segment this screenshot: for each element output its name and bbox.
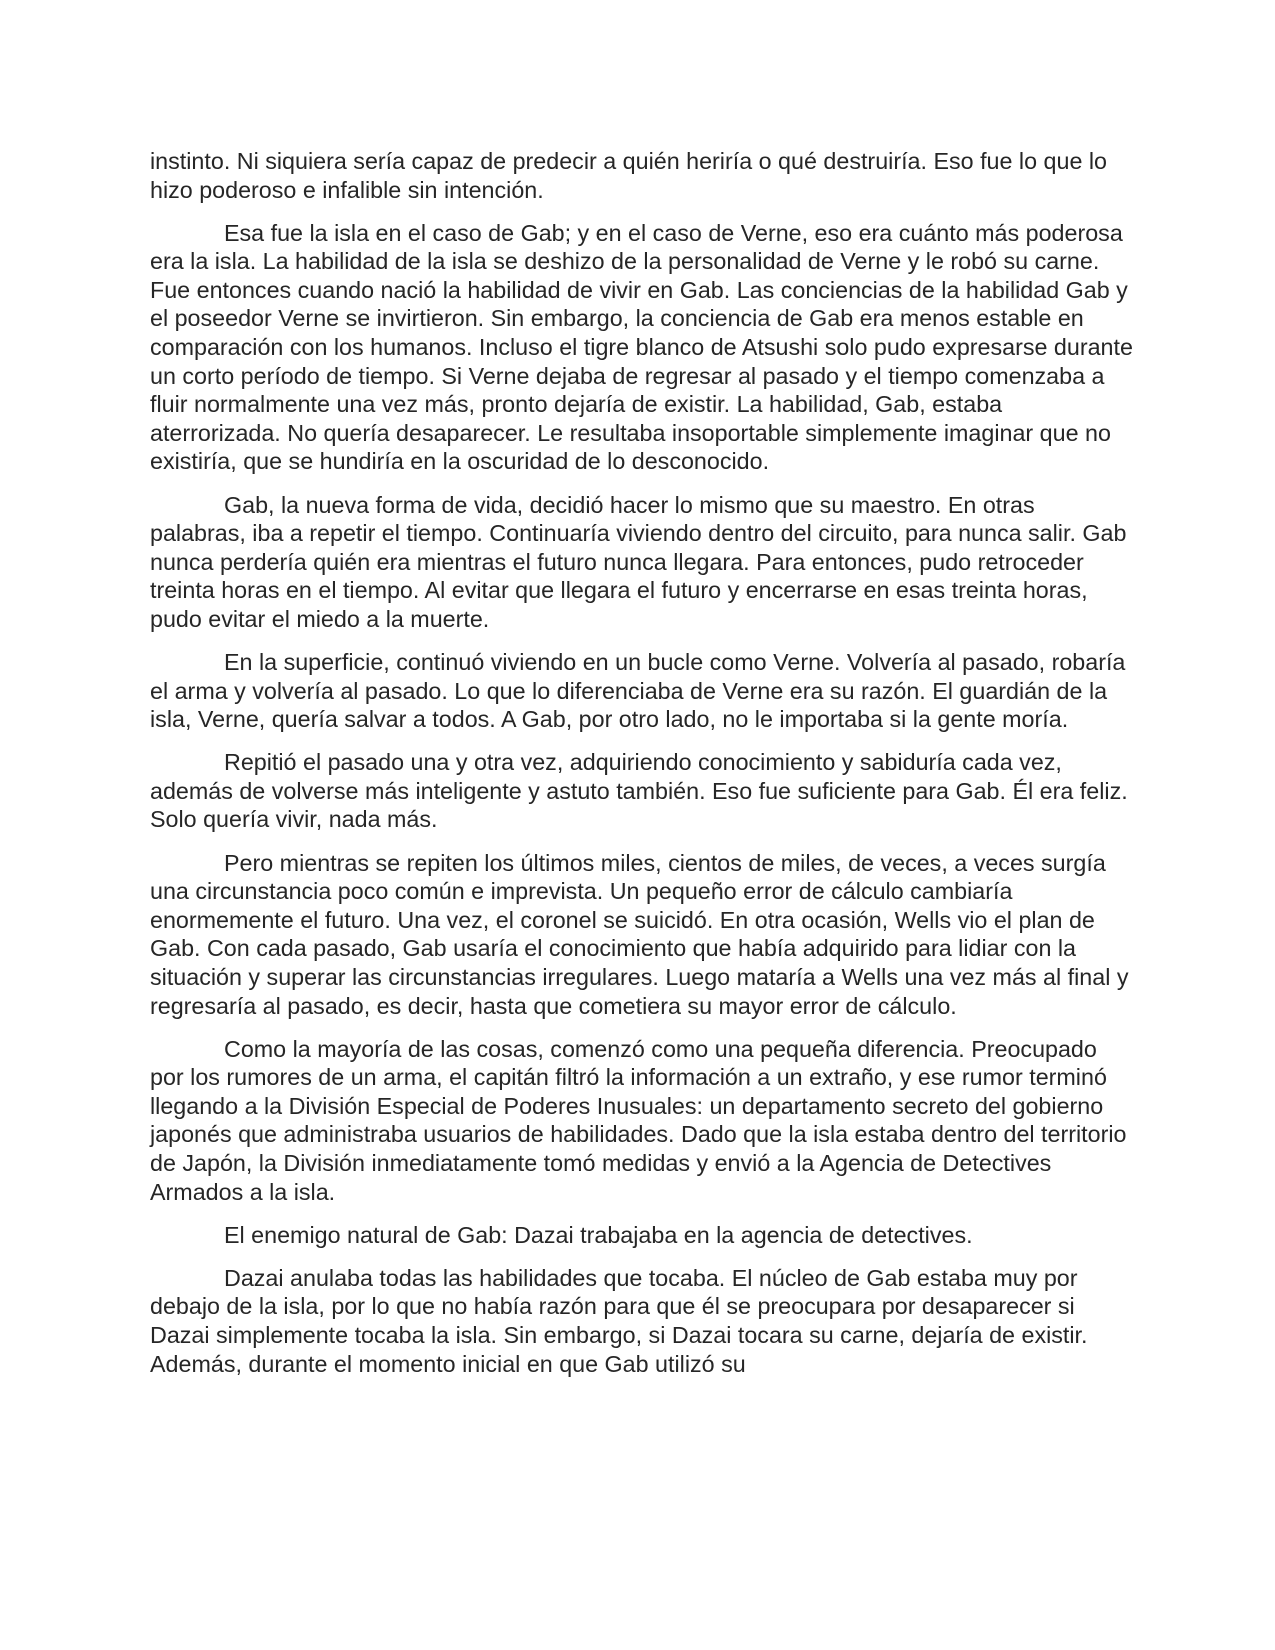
paragraph-5: Repitió el pasado una y otra vez, adquiriendo conocimiento y sabiduría cada vez, además de volverse más inteligente y astuto también. Eso fue suficiente para Gab. Él era feliz. Solo quería vivir, nada más. — [150, 749, 1128, 833]
paragraph-4: En la superficie, continuó viviendo en un bucle como Verne. Volvería al pasado, robaría el arma y volvería al pasado. Lo que lo diferenciaba de Verne era su razón. El guardián de la isla, Verne, quería salvar a todos. A Gab, por otro lado, no le importaba si la gente moría. — [150, 649, 1126, 733]
paragraph-7: Como la mayoría de las cosas, comenzó como una pequeña diferencia. Preocupado por los rumores de un arma, el capitán filtró la información a un extraño, y ese rumor terminó llegando a la División Especial de Poderes Inusuales: un departamento secreto del gobierno japonés que administraba usuarios de habilidades. Dado que la isla estaba dentro del territorio de Japón, la División inmediatamente tomó medidas y envió a la Agencia de Detectives Armados a la isla. — [150, 1035, 1127, 1205]
paragraph-1: instinto. Ni siquiera sería capaz de predecir a quién heriría o qué destruiría. Eso fue lo que lo hizo poderoso e infalible sin intención. — [150, 148, 1108, 203]
paragraph-6: Pero mientras se repiten los últimos miles, cientos de miles, de veces, a veces surgía una circunstancia poco común e imprevista. Un pequeño error de cálculo cambiaría enormemente el futuro. Una vez, el coronel se suicidó. En otra ocasión, Wells vio el plan de Gab. Con cada pasado, Gab usaría el conocimiento que había adquirido para lidiar con la situación y superar las circunstancias irregulares. Luego mataría a Wells una vez más al final y regresaría al pasado, es decir, hasta que cometiera su mayor error de cálculo. — [150, 849, 1129, 1019]
document-body — [150, 147, 1135, 1393]
paragraph-3: Gab, la nueva forma de vida, decidió hacer lo mismo que su maestro. En otras palabras, iba a repetir el tiempo. Continuaría viviendo dentro del circuito, para nunca salir. Gab nunca perdería quién era mientras el futuro nunca llegara. Para entonces, pudo retroceder treinta horas en el tiempo. Al evitar que llegara el futuro y encerrarse en esas treinta horas, pudo evitar el miedo a la muerte. — [150, 491, 1127, 632]
paragraph-8: El enemigo natural de Gab: Dazai trabajaba en la agencia de detectives. — [224, 1221, 973, 1248]
paragraph-9: Dazai anulaba todas las habilidades que tocaba. El núcleo de Gab estaba muy por debajo de la isla, por lo que no había razón para que él se preocupara por desaparecer si Dazai simplemente tocaba la isla. Sin embargo, si Dazai tocara su carne, dejaría de existir. Además, durante el momento inicial en que Gab utilizó su — [150, 1264, 1088, 1377]
paragraph-2: Esa fue la isla en el caso de Gab; y en el caso de Verne, eso era cuánto más poderosa era la isla. La habilidad de la isla se deshizo de la personalidad de Verne y le robó su carne. Fue entonces cuando nació la habilidad de vivir en Gab. Las conciencias de la habilidad Gab y el poseedor Verne se invirtieron. Sin embargo, la conciencia de Gab era menos estable en comparación con los humanos. Incluso el tigre blanco de Atsushi solo pudo expresarse durante un corto período de tiempo. Si Verne dejaba de regresar al pasado y el tiempo comenzaba a fluir normalmente una vez más, pronto dejaría de existir. La habilidad, Gab, estaba aterrorizada. No quería desaparecer. Le resultaba insoportable simplemente imaginar que no existiría, que se hundiría en la oscuridad de lo desconocido. — [150, 219, 1133, 475]
